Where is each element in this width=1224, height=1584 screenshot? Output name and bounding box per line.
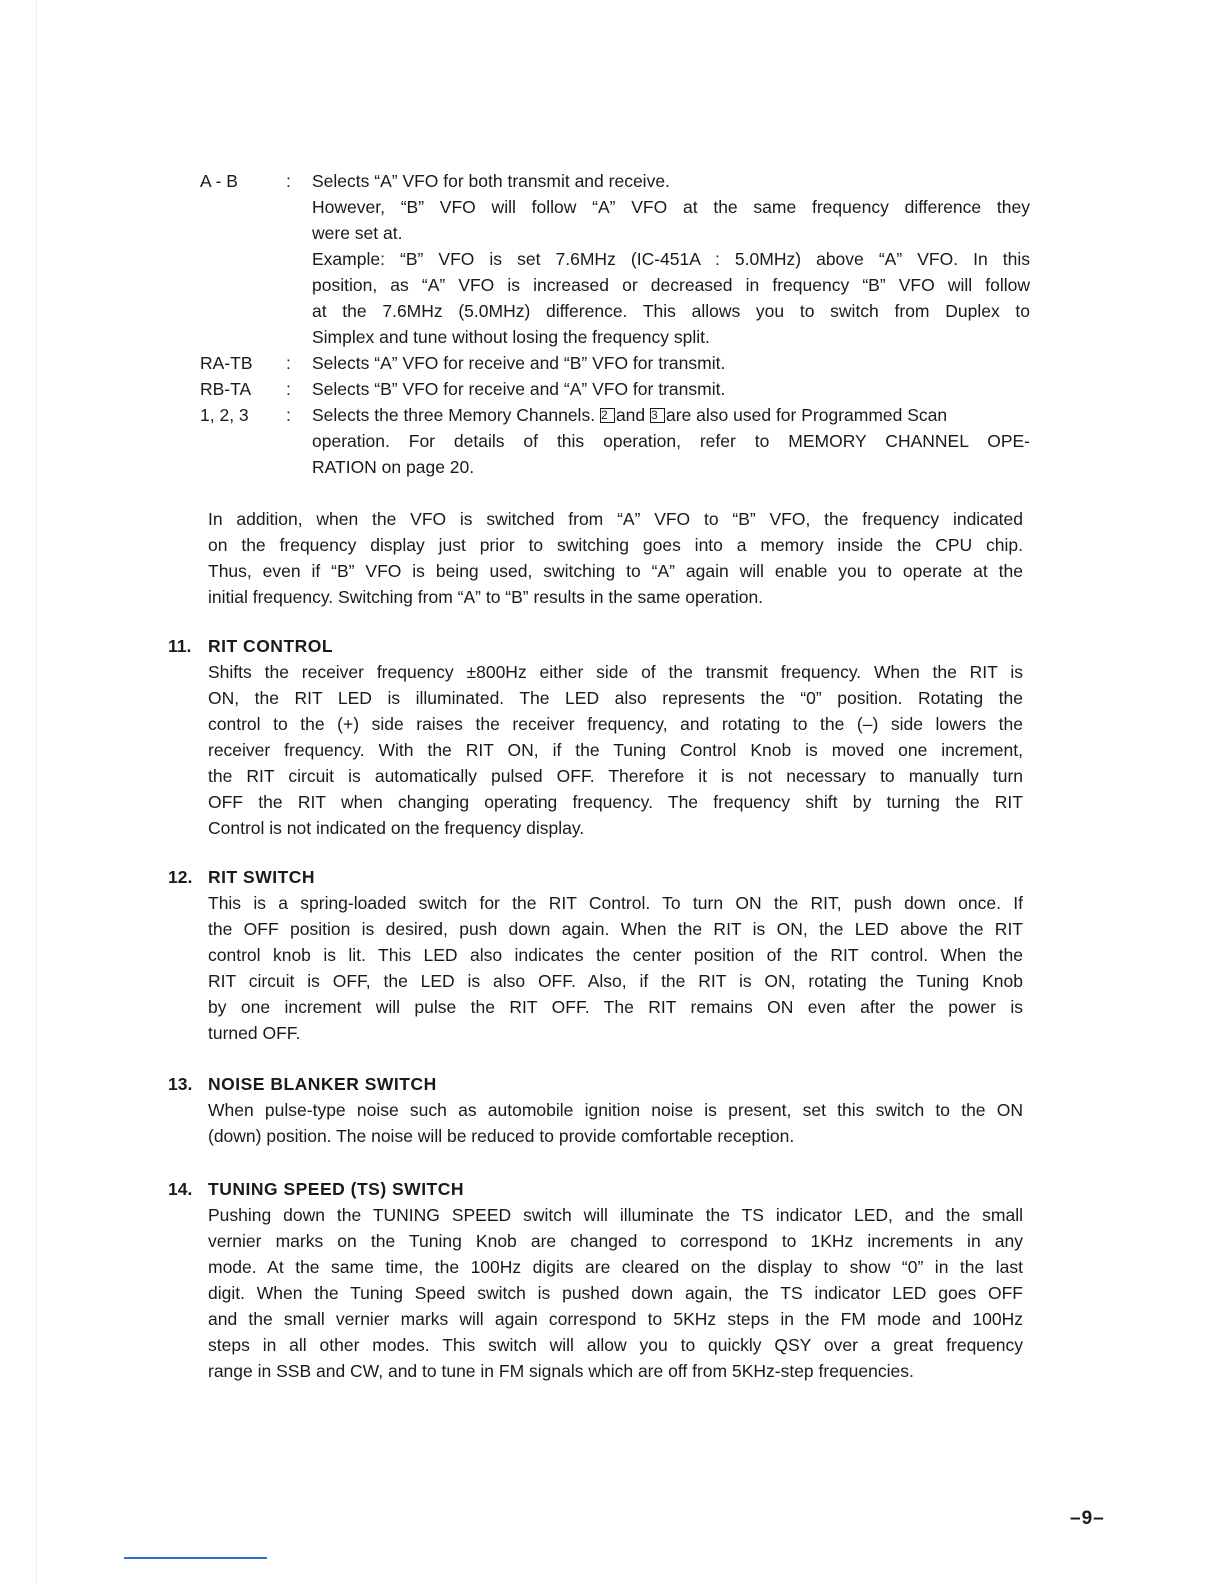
section-title: TUNING SPEED (TS) SWITCH [208, 1179, 465, 1199]
section-heading [168, 1071, 1024, 1097]
section-line: steps in all other modes. This switch will allow you to quickly QSY over a great frequency [208, 1335, 1023, 1355]
definition-line: Selects “A” VFO for receive and “B” VFO for transmit. [312, 353, 726, 373]
section-line: range in SSB and CW, and to tune in FM signals which are off from 5KHz-step frequencies. [208, 1361, 914, 1381]
definition-description [312, 376, 1030, 402]
memory-key-3-box: 3 [650, 408, 665, 423]
definition-line [312, 402, 1030, 428]
definition-colon: : [286, 379, 291, 399]
definition-term: RB-TA [200, 379, 252, 399]
definition-description [312, 168, 1030, 350]
paragraph-line: initial frequency. Switching from “A” to “B” results in the same operation. [208, 587, 764, 607]
section-heading [168, 633, 1024, 659]
definition-colon: : [286, 405, 291, 425]
definition-line: However, “B” VFO will follow “A” VFO at the same frequency difference they [312, 197, 1030, 217]
memory-line-start: Selects the three Memory Channels. [312, 405, 596, 425]
definition-term: A - B [200, 171, 238, 191]
section-line: the OFF position is desired, push down again. When the RIT is ON, the LED above the RIT [208, 919, 1023, 939]
definition-term: 1, 2, 3 [200, 405, 249, 425]
memory-key-2-box: 2 [600, 408, 615, 423]
definition-memory-channels [200, 402, 1030, 480]
bottom-rule [124, 1557, 267, 1559]
section-line: control knob is lit. This LED also indicates the center position of the RIT control. When the [208, 945, 1023, 965]
section-line: mode. At the same time, the 100Hz digits are cleared on the display to show “0” in the last [208, 1257, 1023, 1277]
section-line: vernier marks on the Tuning Knob are changed to correspond to 1KHz increments in any [208, 1231, 1023, 1251]
definition-line: Selects “B” VFO for receive and “A” VFO for transmit. [312, 379, 726, 399]
section-tuning-speed [168, 1176, 1024, 1384]
section-title: NOISE BLANKER SWITCH [208, 1074, 437, 1094]
definition-term: RA-TB [200, 353, 253, 373]
section-rit-switch [168, 864, 1024, 1046]
definition-colon: : [286, 171, 291, 191]
paragraph-line: Thus, even if “B” VFO is being used, switching to “A” again will enable you to operate at the [208, 561, 1023, 581]
definition-rb-ta [200, 376, 1030, 402]
memory-line-end: are also used for Programmed Scan [666, 405, 948, 425]
page-edge [36, 0, 37, 1584]
section-line: control to the (+) side raises the receiver frequency, and rotating to the (–) side lowers the [208, 714, 1023, 734]
definition-line: at the 7.6MHz (5.0MHz) difference. This allows you to switch from Duplex to [312, 301, 1030, 321]
definition-line: were set at. [312, 223, 403, 243]
section-number: 11. [168, 636, 192, 656]
section-line: digit. When the Tuning Speed switch is pushed down again, the TS indicator LED goes OFF [208, 1283, 1023, 1303]
section-body [208, 1202, 1023, 1384]
section-number: 13. [168, 1074, 193, 1094]
section-line: This is a spring-loaded switch for the RIT Control. To turn ON the RIT, push down once. If [208, 893, 1023, 913]
section-rit-control [168, 633, 1024, 841]
definition-line: Simplex and tune without losing the frequency split. [312, 327, 710, 347]
section-line: Control is not indicated on the frequency display. [208, 818, 585, 838]
section-number: 12. [168, 867, 193, 887]
definition-line: operation. For details of this operation, refer to MEMORY CHANNEL OPE- [312, 431, 1030, 451]
paragraph-line: In addition, when the VFO is switched from “A” VFO to “B” VFO, the frequency indicated [208, 509, 1023, 529]
vfo-switch-definitions [200, 168, 1030, 480]
section-heading [168, 1176, 1024, 1202]
paragraph-line: on the frequency display just prior to switching goes into a memory inside the CPU chip. [208, 535, 1023, 555]
section-line: and the small vernier marks will again correspond to 5KHz steps in the FM mode and 100Hz [208, 1309, 1023, 1329]
section-line: RIT circuit is OFF, the LED is also OFF. Also, if the RIT is ON, rotating the Tuning Knob [208, 971, 1023, 991]
section-line: Shifts the receiver frequency ±800Hz either side of the transmit frequency. When the RIT is [208, 662, 1023, 682]
section-line: ON, the RIT LED is illuminated. The LED also represents the “0” position. Rotating the [208, 688, 1023, 708]
section-number: 14. [168, 1179, 193, 1199]
section-body [208, 1097, 1023, 1149]
definition-colon: : [286, 353, 291, 373]
section-line: turned OFF. [208, 1023, 301, 1043]
section-body [208, 890, 1023, 1046]
vfo-memory-paragraph [208, 506, 1023, 610]
definition-line: RATION on page 20. [312, 457, 475, 477]
definition-line: Example: “B” VFO is set 7.6MHz (IC-451A : 5.0MHz) above “A” VFO. In this [312, 249, 1030, 269]
definition-description [312, 402, 1030, 480]
section-heading [168, 864, 1024, 890]
page-number: –9– [1070, 1508, 1105, 1529]
section-title: RIT SWITCH [208, 867, 316, 887]
section-body [208, 659, 1023, 841]
section-line: When pulse-type noise such as automobile ignition noise is present, set this switch to the ON [208, 1100, 1023, 1120]
memory-line-mid: and [615, 405, 646, 425]
section-line: by one increment will pulse the RIT OFF. The RIT remains ON even after the power is [208, 997, 1023, 1017]
section-line: Pushing down the TUNING SPEED switch will illuminate the TS indicator LED, and the small [208, 1205, 1023, 1225]
definition-ra-tb [200, 350, 1030, 376]
section-title: RIT CONTROL [208, 636, 334, 656]
definition-line: Selects “A” VFO for both transmit and receive. [312, 171, 670, 191]
definition-a-b [200, 168, 1030, 350]
definition-description [312, 350, 1030, 376]
section-line: (down) position. The noise will be reduced to provide comfortable reception. [208, 1126, 795, 1146]
section-line: receiver frequency. With the RIT ON, if the Tuning Control Knob is moved one increment, [208, 740, 1023, 760]
section-line: OFF the RIT when changing operating frequency. The frequency shift by turning the RIT [208, 792, 1023, 812]
definition-line: position, as “A” VFO is increased or decreased in frequency “B” VFO will follow [312, 275, 1030, 295]
section-noise-blanker [168, 1071, 1024, 1149]
section-line: the RIT circuit is automatically pulsed OFF. Therefore it is not necessary to manually turn [208, 766, 1023, 786]
